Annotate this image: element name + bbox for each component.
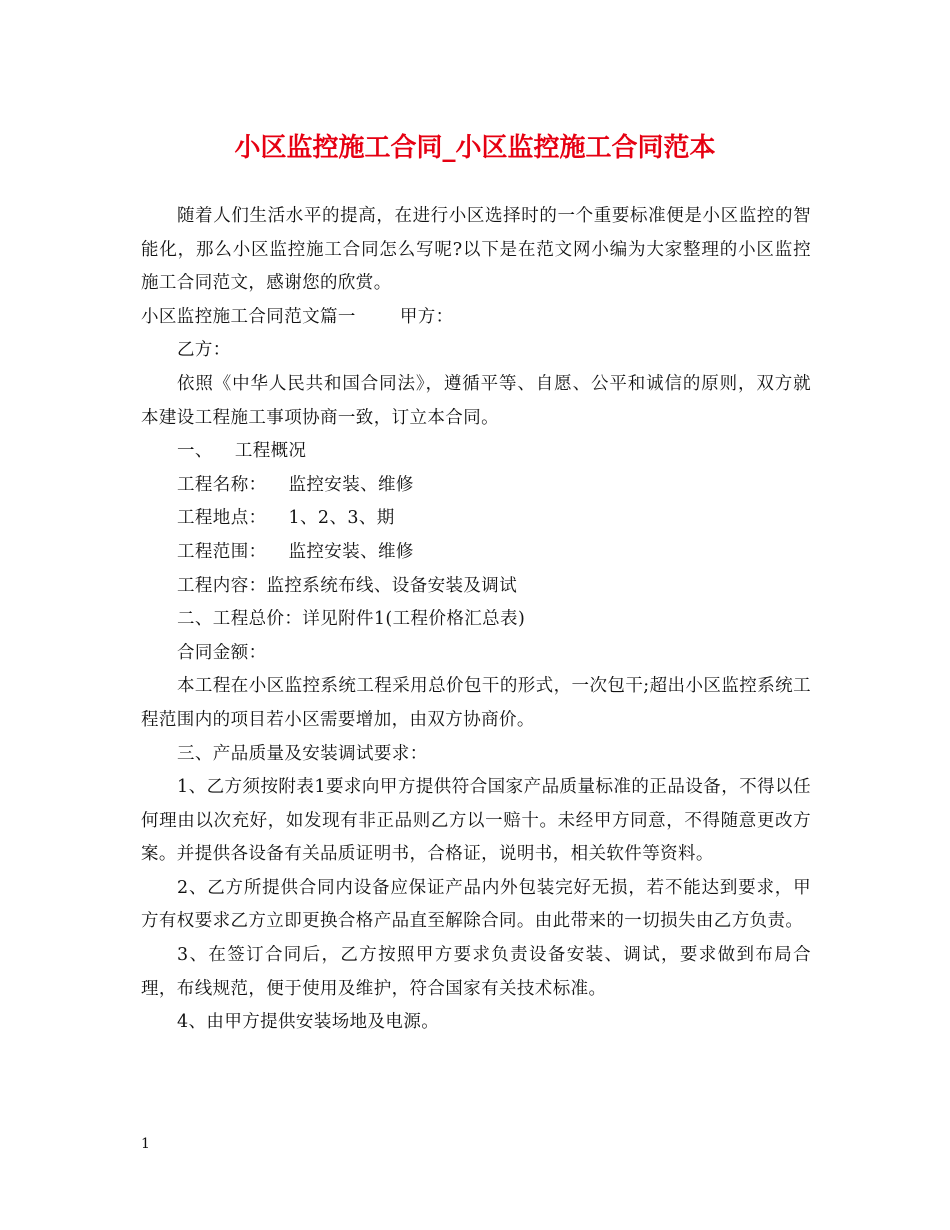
clause-1-paragraph: 1、乙方须按附表1要求向甲方提供符合国家产品质量标准的正品设备，不得以任何理由以次充好，如发现有非正品则乙方以一赔十。未经甲方同意，不得随意更改方案。并提供各设备有关品质证明书，合格证，说明书，相关软件等资料。 <box>141 777 811 865</box>
project-scope-line <box>141 536 811 570</box>
document-title: 小区监控施工合同_小区监控施工合同范本 <box>234 133 716 163</box>
total-price-line: 二、工程总价：详见附件1(工程价格汇总表) <box>177 609 526 630</box>
party-b-label: 乙方： <box>177 340 231 361</box>
section-heading-line <box>141 301 811 335</box>
overview-number: 一、 <box>177 441 213 462</box>
quality-heading: 三、产品质量及安装调试要求： <box>177 743 428 764</box>
clause-4-paragraph: 4、由甲方提供安装场地及电源。 <box>177 1012 440 1033</box>
overview-heading <box>141 435 811 469</box>
basis-paragraph: 依照《中华人民共和国合同法》，遵循平等、自愿、公平和诚信的原则，双方就本建设工程施工事项协商一致，订立本合同。 <box>141 373 811 428</box>
project-name-value: 监控安装、维修 <box>288 474 414 495</box>
project-location-label: 工程地点： <box>177 508 267 529</box>
overview-title: 工程概况 <box>234 441 307 462</box>
clause-3-paragraph: 3、在签订合同后，乙方按照甲方要求负责设备安装、调试，要求做到布局合理，布线规范，便于使用及维护，符合国家有关技术标准。 <box>141 945 811 999</box>
intro-paragraph: 随着人们生活水平的提高，在进行小区选择时的一个重要标准便是小区监控的智能化，那么小区监控施工合同怎么写呢?以下是在范文网小编为大家整理的小区监控施工合同范文，感谢您的欣赏。 <box>141 206 811 294</box>
document-body <box>141 200 811 1040</box>
clause-2-paragraph: 2、乙方所提供合同内设备应保证产品内外包装完好无损，若不能达到要求，甲方有权要求乙方立即更换合格产品直至解除合同。由此带来的一切损失由乙方负责。 <box>141 877 811 932</box>
project-content-line: 工程内容：监控系统布线、设备安装及调试 <box>177 575 518 596</box>
project-name-label: 工程名称： <box>177 474 267 495</box>
project-scope-label: 工程范围： <box>177 541 267 562</box>
project-scope-value: 监控安装、维修 <box>288 541 414 562</box>
project-name-line <box>141 469 811 503</box>
section-title: 小区监控施工合同范文篇一 <box>141 306 356 327</box>
page-number: 1 <box>141 1136 150 1152</box>
amount-detail-paragraph: 本工程在小区监控系统工程采用总价包干的形式，一次包干;超出小区监控系统工程范围内的项目若小区需要增加，由双方协商价。 <box>141 676 811 730</box>
contract-amount-line: 合同金额： <box>177 642 267 663</box>
project-location-line <box>141 502 811 536</box>
project-location-value: 1、2、3、期 <box>288 508 395 529</box>
party-a-label: 甲方： <box>399 306 454 327</box>
